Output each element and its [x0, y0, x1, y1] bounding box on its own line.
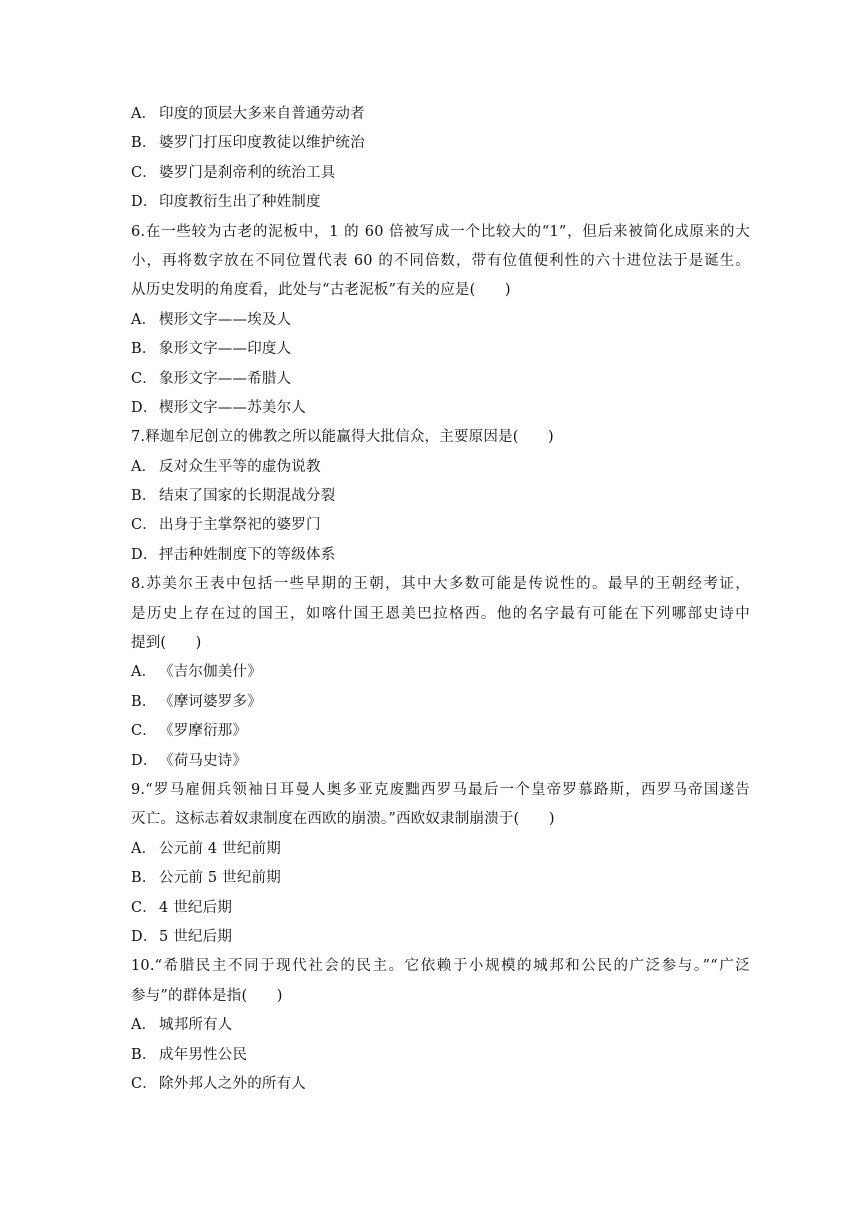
- option-text: 象形文字——希腊人: [159, 370, 292, 387]
- option-line: [131, 394, 750, 423]
- option-line: [131, 658, 750, 687]
- option-line: [131, 188, 750, 217]
- question-9: [131, 776, 750, 952]
- option-letter: B．: [131, 135, 157, 152]
- option-letter: C．: [131, 517, 157, 534]
- option-letter: C．: [131, 370, 157, 387]
- option-text: 婆罗门打压印度教徒以维护统治: [159, 135, 365, 152]
- option-text: 印度的顶层大多来自普通劳动者: [159, 106, 365, 122]
- option-line: [131, 688, 750, 717]
- option-letter: D．: [131, 928, 158, 945]
- option-line: [131, 365, 750, 394]
- option-line: [131, 923, 750, 952]
- question-stem-line: 从历史发明的角度看，此处与“古老泥板”有关的应是( ): [131, 282, 511, 299]
- question-stem-line: 6.在一些较为古老的泥板中，1 的 60 倍被写成一个比较大的“1”，但后来被简化成原来的大: [131, 223, 750, 240]
- option-letter: C．: [131, 723, 157, 740]
- option-letter: B．: [131, 693, 157, 710]
- option-text: 4 世纪后期: [159, 899, 233, 916]
- option-letter: B．: [131, 870, 157, 887]
- option-line: [131, 511, 750, 540]
- option-text: 结束了国家的长期混战分裂: [159, 488, 336, 505]
- option-letter: D．: [131, 194, 158, 211]
- option-text: 除外邦人之外的所有人: [159, 1075, 306, 1092]
- option-line: [131, 482, 750, 511]
- question-stem-line: 是历史上存在过的国王，如喀什国王恩美巴拉格西。他的名字最有可能在下列哪部史诗中: [131, 605, 750, 622]
- option-line: [131, 453, 750, 482]
- option-line: [131, 100, 750, 129]
- question-stem-line: 9.“罗马雇佣兵领袖日耳曼人奥多亚克废黜西罗马最后一个皇帝罗慕路斯，西罗马帝国遂告: [131, 781, 750, 798]
- option-letter: B．: [131, 488, 157, 505]
- question-6: [131, 218, 750, 424]
- option-text: 公元前 5 世纪前期: [159, 870, 281, 887]
- option-line: [131, 717, 750, 746]
- option-text: 婆罗门是刹帝利的统治工具: [159, 164, 336, 181]
- option-line: [131, 1011, 750, 1040]
- option-letter: A．: [131, 1017, 157, 1034]
- option-letter: D．: [131, 546, 158, 563]
- option-text: 《罗摩衍那》: [159, 723, 248, 740]
- option-line: [131, 747, 750, 776]
- option-line: [131, 335, 750, 364]
- option-letter: A．: [131, 106, 157, 122]
- option-text: 楔形文字——苏美尔人: [159, 399, 306, 416]
- option-text: 5 世纪后期: [159, 928, 233, 945]
- option-text: 出身于主掌祭祀的婆罗门: [159, 517, 321, 534]
- option-line: [131, 1041, 750, 1070]
- option-text: 《摩诃婆罗多》: [159, 693, 262, 710]
- question-stem-line: 8.苏美尔王表中包括一些早期的王朝，其中大多数可能是传说性的。最早的王朝经考证，: [131, 576, 750, 593]
- option-line: [131, 159, 750, 188]
- question-stem-line: 7.释迦牟尼创立的佛教之所以能赢得大批信众，主要原因是( ): [131, 429, 554, 446]
- option-letter: A．: [131, 664, 157, 681]
- question-8: [131, 570, 750, 776]
- option-letter: D．: [131, 752, 158, 769]
- option-line: [131, 894, 750, 923]
- option-letter: A．: [131, 840, 157, 857]
- question-7: [131, 423, 750, 570]
- option-text: 抨击种姓制度下的等级体系: [159, 546, 336, 563]
- option-text: 反对众生平等的虚伪说教: [159, 458, 321, 475]
- option-text: 城邦所有人: [159, 1017, 233, 1034]
- option-letter: A．: [131, 311, 157, 328]
- question-stem-line: 灭亡。这标志着奴隶制度在西欧的崩溃。”西欧奴隶制崩溃于( ): [131, 811, 555, 828]
- option-line: [131, 129, 750, 158]
- option-text: 楔形文字——埃及人: [159, 311, 292, 328]
- option-letter: D．: [131, 399, 158, 416]
- option-letter: C．: [131, 899, 157, 916]
- question-stem-line: 小，再将数字放在不同位置代表 60 的不同倍数，带有位值便利性的六十进位法于是诞生。: [131, 252, 750, 269]
- option-text: 象形文字——印度人: [159, 341, 292, 358]
- option-line: [131, 541, 750, 570]
- option-text: 公元前 4 世纪前期: [159, 840, 281, 857]
- question-stem-line: 参与”的群体是指( ): [131, 987, 283, 1004]
- option-text: 《吉尔伽美什》: [159, 664, 262, 681]
- option-letter: A．: [131, 458, 157, 475]
- option-text: 印度教衍生出了种姓制度: [159, 194, 321, 211]
- option-line: [131, 306, 750, 335]
- question-10: [131, 952, 750, 1099]
- option-line: [131, 1070, 750, 1099]
- option-letter: C．: [131, 164, 157, 181]
- question-5-options: [131, 100, 750, 218]
- question-stem-line: 提到( ): [131, 635, 202, 652]
- option-text: 成年男性公民: [159, 1046, 248, 1063]
- option-line: [131, 864, 750, 893]
- option-letter: B．: [131, 1046, 157, 1063]
- option-letter: C．: [131, 1075, 157, 1092]
- option-line: [131, 835, 750, 864]
- option-text: 《荷马史诗》: [159, 752, 248, 769]
- question-stem-line: 10.“希腊民主不同于现代社会的民主。它依赖于小规模的城邦和公民的广泛参与。”“广泛: [131, 958, 750, 975]
- option-letter: B．: [131, 341, 157, 358]
